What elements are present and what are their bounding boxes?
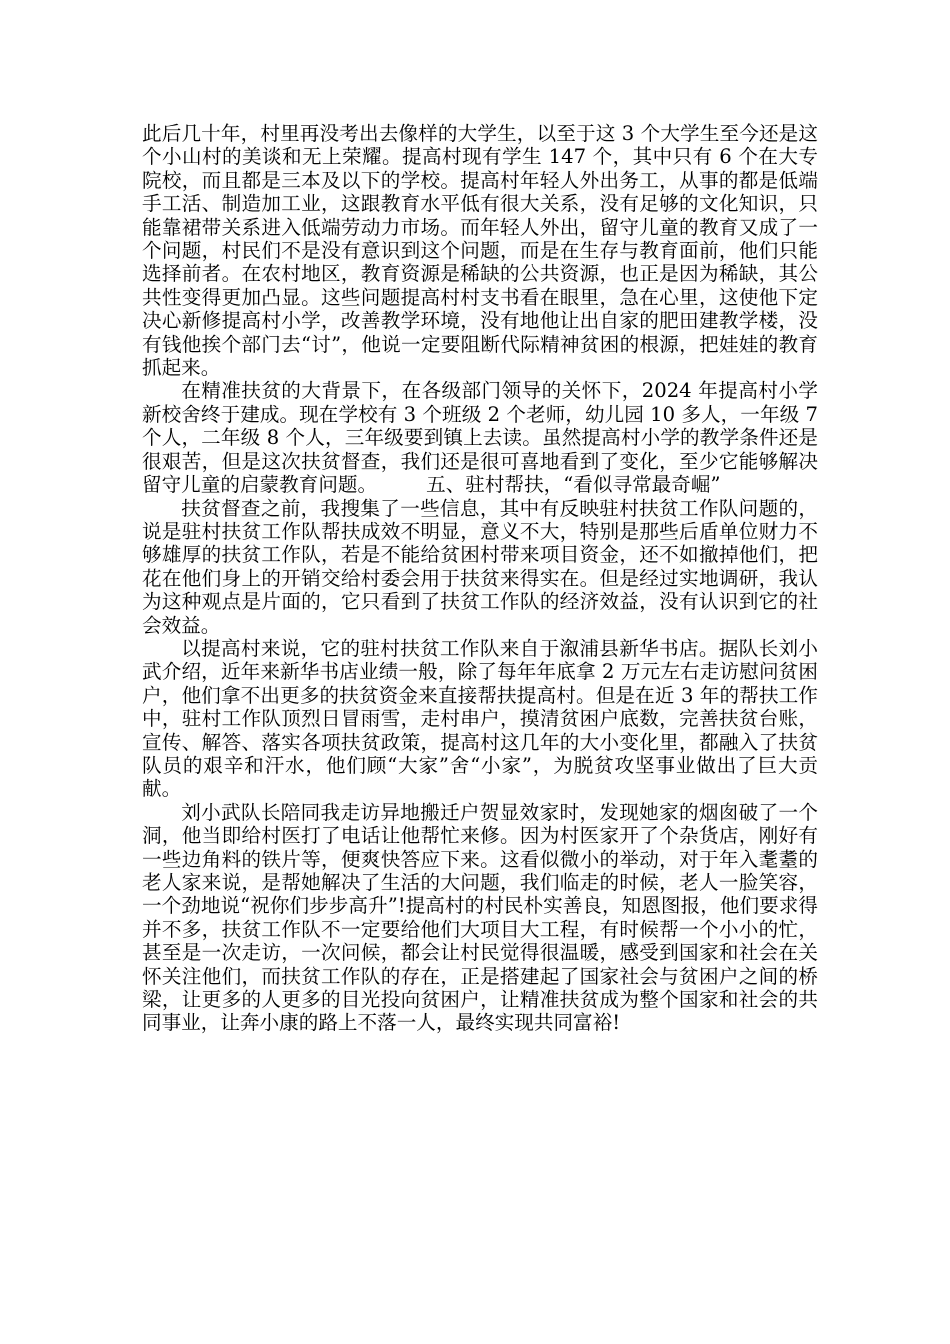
paragraph-new-school [142,379,818,496]
paragraph-new-school-text: 在精准扶贫的大背景下，在各级部门领导的关怀下，2024 年提高村小学新校舍终于建成。现在学校有 3 个班级 2 个老师，幼儿园 10 多人，一年级 7 个人，二年级 8 个人，三年级要到镇上去读。虽然提高村小学的教学条件还是很艰苦，但是这次扶贫督查，我们还是很可喜地看到了变化，至少它能够解决留守儿童的启蒙教育问题。 [142,379,818,497]
paragraph-education-history: 此后几十年，村里再没考出去像样的大学生，以至于这 3 个大学生至今还是这个小山村的美谈和无上荣耀。提高村现有学生 147 个，其中只有 6 个在大专院校，而且都是三本及以下的学校。提高村年轻人外出务工，从事的都是低端手工活、制造加工业，这跟教育水平低有很大关系，没有足够的文化知识，只能靠裙带关系进入低端劳动力市场。而年轻人外出，留守儿童的教育又成了一个问题，村民们不是没有意识到这个问题，而是在生存与教育面前，他们只能选择前者。在农村地区，教育资源是稀缺的公共资源，也正是因为稀缺，其公共性变得更加凸显。这些问题提高村村支书看在眼里，急在心里，这使他下定决心新修提高村小学，改善教学环境，没有地他让出自家的肥田建教学楼，没有钱他挨个部门去“讨”，他说一定要阻断代际精神贫困的根源，把娃娃的教育抓起来。 [142,122,818,380]
document-body [142,122,818,1035]
paragraph-work-team-contribution: 以提高村来说，它的驻村扶贫工作队来自于溆浦县新华书店。据队长刘小武介绍，近年来新华书店业绩一般，除了每年年底拿 2 万元左右走访慰问贫困户，他们拿不出更多的扶贫资金来直接帮扶提高村。但是在近 3 年的帮扶工作中，驻村工作队顶烈日冒雨雪，走村串户，摸清贫困户底数，完善扶贫台账，宣传、解答、落实各项扶贫政策，提高村这几年的大小变化里，都融入了扶贫队员的艰辛和汗水，他们顾“大家”舍“小家”，为脱贫攻坚事业做出了巨大贡献。 [142,636,818,801]
paragraph-visit-story: 刘小武队长陪同我走访异地搬迁户贺显效家时，发现她家的烟囱破了一个洞，他当即给村医打了电话让他帮忙来修。因为村医家开了个杂货店，刚好有一些边角料的铁片等，便爽快答应下来。这看似微小的举动，对于年入耄耋的老人家来说，是帮她解决了生活的大问题，我们临走的时候，老人一脸笑容，一个劲地说“祝你们步步高升”!提高村的村民朴实善良，知恩图报，他们要求得并不多，扶贫工作队不一定要给他们大项目大工程，有时候帮一个小小的忙，甚至是一次走访，一次问候，都会让村民觉得很温暖，感受到国家和社会在关怀关注他们，而扶贫工作队的存在，正是搭建起了国家社会与贫困户之间的桥梁，让更多的人更多的目光投向贫困户，让精准扶贫成为整个国家和社会的共同事业，让奔小康的路上不落一人，最终实现共同富裕! [142,800,818,1035]
section-heading-5: 五、驻村帮扶，“看似寻常最奇崛” [426,473,721,497]
paragraph-work-team-doubts: 扶贫督查之前，我搜集了一些信息，其中有反映驻村扶贫工作队问题的，说是驻村扶贫工作队帮扶成效不明显，意义不大，特别是那些后盾单位财力不够雄厚的扶贫工作队，若是不能给贫困村带来项目资金，还不如撤掉他们，把花在他们身上的开销交给村委会用于扶贫来得实在。但是经过实地调研，我认为这种观点是片面的，它只看到了扶贫工作队的经济效益，没有认识到它的社会效益。 [142,496,818,637]
